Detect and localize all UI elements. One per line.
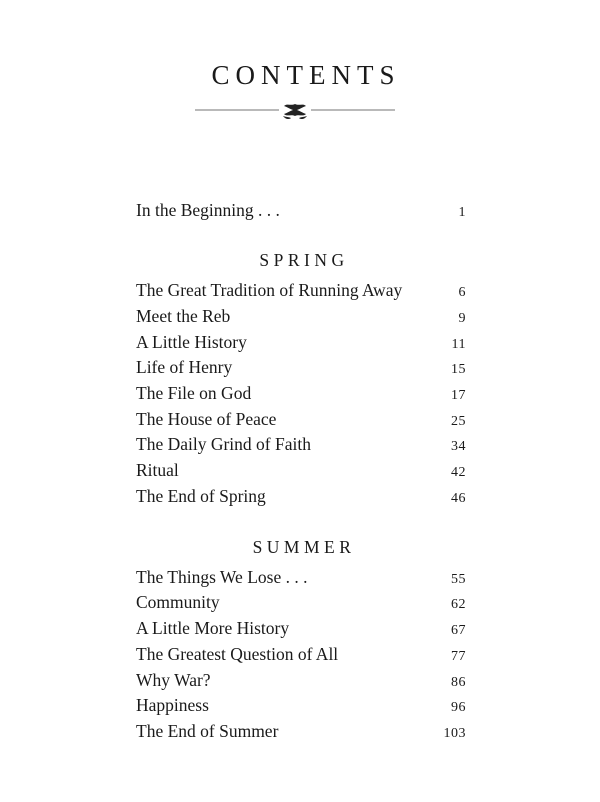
toc-entry[interactable] [136,460,466,483]
toc-entry-page: 34 [451,439,466,454]
toc-entry[interactable] [136,383,466,406]
section-heading-summer: SUMMER [252,537,356,557]
toc-entry-page: 86 [451,675,466,690]
toc-entry-page: 42 [451,465,466,480]
toc-entry-page: 1 [458,205,466,220]
toc-entry-title: Meet the Reb [136,306,231,326]
toc-entry-title: Ritual [136,460,179,480]
toc-entry-page: 103 [443,726,466,741]
toc-entry[interactable] [136,409,466,432]
toc-entry-page: 6 [458,285,466,300]
toc-entry-title: Life of Henry [136,357,233,377]
toc-entry-title: In the Beginning . . . [136,200,280,220]
toc-entry-title: A Little More History [136,618,290,638]
toc-entry[interactable] [136,644,466,667]
page-title: CONTENTS [211,60,401,90]
toc-entry-title: A Little History [136,332,247,352]
toc-entry-title: The Things We Lose . . . [136,567,308,587]
section-heading-spring: SPRING [259,250,349,270]
toc-entry[interactable] [136,670,466,693]
toc-entry-page: 67 [451,623,466,638]
toc-entry-page: 9 [458,311,466,326]
toc-entry-page: 17 [451,388,466,403]
toc-entry-title: The Greatest Question of All [136,644,339,664]
toc-entry[interactable] [136,332,466,355]
toc-entry-page: 46 [451,491,466,506]
toc-entry[interactable] [136,280,466,303]
toc-entry-page: 25 [451,414,466,429]
toc-entry-page: 96 [451,700,466,715]
toc-entry[interactable] [136,721,466,744]
toc-entry-title: Happiness [136,695,209,715]
toc-entry[interactable] [136,695,466,718]
toc-entry-page: 62 [451,597,466,612]
toc-entry-title: The House of Peace [136,409,277,429]
toc-entry-page: 77 [451,649,466,664]
toc-entry-title: The File on God [136,383,252,403]
toc-entry-page: 55 [451,572,466,587]
toc-entry[interactable] [136,357,466,380]
toc-entry[interactable] [136,592,466,615]
toc-entry-intro[interactable] [136,200,466,223]
toc-entry-title: The Great Tradition of Running Away [136,280,403,300]
toc-entry[interactable] [136,434,466,457]
toc-entry[interactable] [136,618,466,641]
fleuron-divider-icon [195,100,395,122]
toc-entry-title: The End of Spring [136,486,266,506]
toc-entry-title: Why War? [136,670,211,690]
toc-entry[interactable] [136,306,466,329]
toc-entry-title: The End of Summer [136,721,279,741]
toc-entry[interactable] [136,486,466,509]
toc-entry[interactable] [136,567,466,590]
toc-entry-title: The Daily Grind of Faith [136,434,311,454]
toc-entry-page: 11 [451,337,466,352]
toc-entry-page: 15 [451,362,466,377]
toc-entry-title: Community [136,592,220,612]
